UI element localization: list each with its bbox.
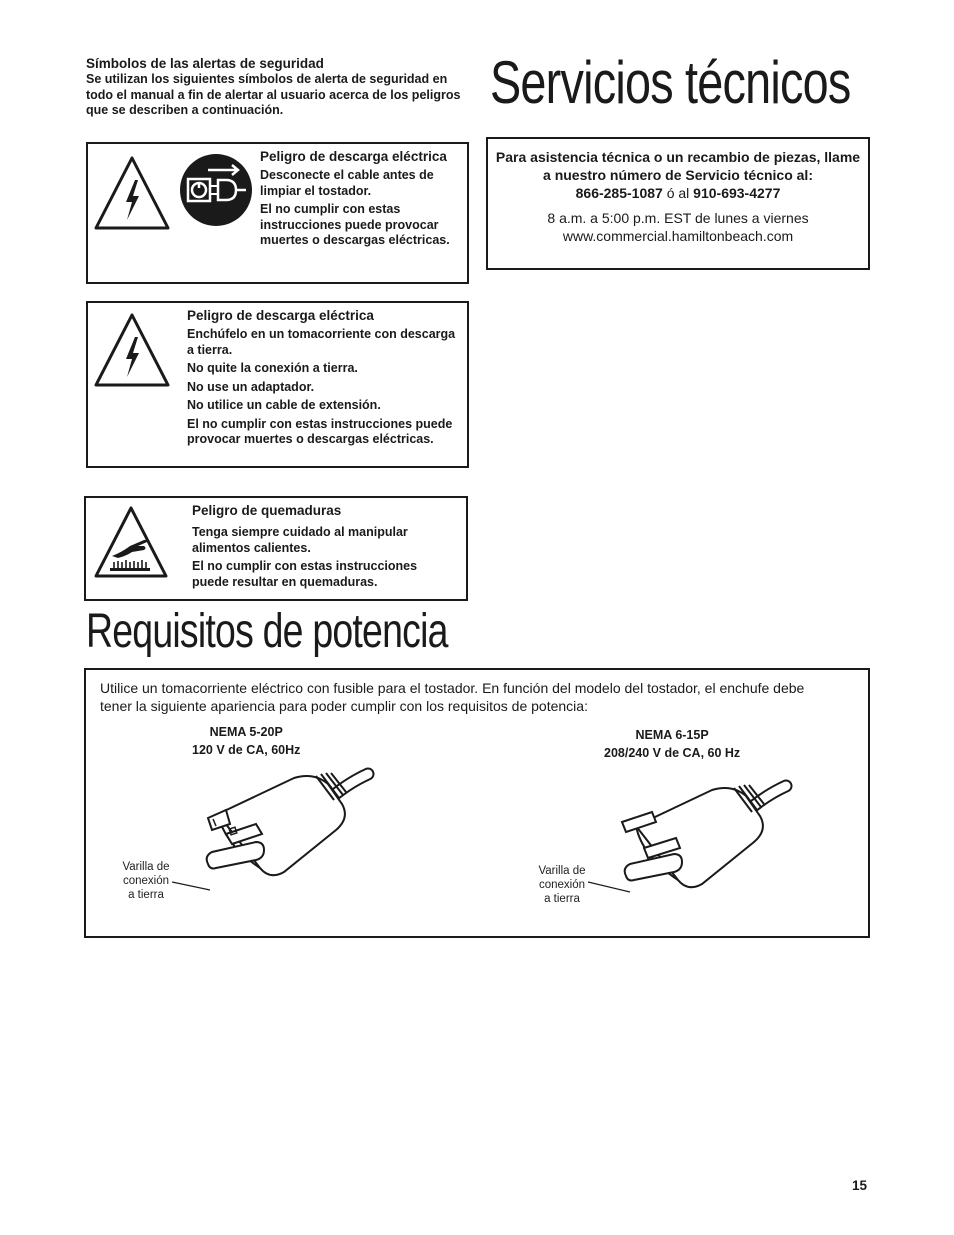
warning-box-burn bbox=[84, 496, 468, 601]
ground-label-line: a tierra bbox=[544, 893, 580, 905]
warning-line: El no cumplir con estas instrucciones puede resultar en quemaduras. bbox=[192, 559, 418, 589]
warning-line: No quite la conexión a tierra. bbox=[187, 361, 358, 375]
safety-symbols-intro: Se utilizan los siguientes símbolos de alerta de seguridad en todo el manual a fin de alertar al usuario acerca de los peligros que se describen a continuación. bbox=[86, 72, 461, 117]
power-section-title: Requisitos de potencia bbox=[86, 605, 448, 658]
service-phone-primary: 866-285-1087 bbox=[575, 185, 663, 201]
service-phones bbox=[488, 184, 868, 202]
ground-pin-leader-line bbox=[172, 870, 212, 894]
ground-pin-label bbox=[114, 860, 178, 902]
electric-shock-triangle-icon bbox=[92, 311, 172, 389]
burn-hazard-triangle-icon bbox=[92, 504, 170, 580]
warning-line: Enchúfelo en un tomacorriente con descarga a tierra. bbox=[187, 327, 456, 357]
ground-label-line: conexión bbox=[122, 875, 170, 887]
plug-rating: 120 V de CA, 60Hz bbox=[192, 743, 301, 757]
service-instructions: Para asistencia técnica o un recambio de piezas, llame a nuestro número de Servicio técnico al: bbox=[495, 149, 861, 183]
warning-text bbox=[260, 149, 460, 249]
service-phone-secondary: 910-693-4277 bbox=[693, 185, 781, 201]
warning-line: Desconecte el cable antes de limpiar el tostador. bbox=[260, 168, 434, 198]
ground-pin-leader-line bbox=[588, 876, 632, 900]
warning-line: El no cumplir con estas instrucciones puede provocar muertes o descargas eléctricas. bbox=[260, 202, 450, 247]
warning-line: El no cumplir con estas instrucciones puede provocar muertes o descargas eléctricas. bbox=[187, 416, 453, 446]
plug-rating: 208/240 V de CA, 60 Hz bbox=[604, 746, 741, 760]
ground-pin-label bbox=[530, 864, 594, 906]
ground-label-line: a tierra bbox=[128, 889, 164, 901]
service-website: www.commercial.hamiltonbeach.com bbox=[562, 228, 794, 244]
plug-model: NEMA 6-15P bbox=[635, 728, 709, 742]
electric-shock-triangle-icon bbox=[92, 154, 172, 232]
plug-nema-6-15p-illustration bbox=[614, 776, 794, 916]
warning-text bbox=[192, 503, 457, 590]
warning-title: Peligro de descarga eléctrica bbox=[260, 149, 447, 164]
warning-title: Peligro de descarga eléctrica bbox=[187, 308, 374, 323]
warning-text bbox=[187, 308, 457, 448]
plug-nema-5-20p-illustration bbox=[196, 764, 376, 904]
plug-label-nema-5-20p bbox=[192, 723, 300, 759]
power-intro-text: Utilice un tomacorriente eléctrico con fusible para el tostador. En función del modelo del tostador, el enchufe debe tener la siguiente apariencia para poder cumplir con los requisitos de potencia: bbox=[100, 680, 805, 714]
plug-label-nema-6-15p bbox=[604, 726, 740, 762]
service-section-title: Servicios técnicos bbox=[490, 49, 851, 116]
safety-symbols-heading: Símbolos de las alertas de seguridad bbox=[86, 56, 324, 71]
warning-line: Tenga siempre cuidado al manipular alimentos calientes. bbox=[192, 525, 408, 555]
warning-line: No utilice un cable de extensión. bbox=[187, 398, 381, 412]
service-text bbox=[488, 148, 868, 245]
plug-model: NEMA 5-20P bbox=[209, 725, 283, 739]
warning-box-shock-ground bbox=[86, 301, 469, 468]
ground-label-line: conexión bbox=[538, 879, 586, 891]
service-hours: 8 a.m. a 5:00 p.m. EST de lunes a viernes bbox=[547, 210, 809, 226]
power-requirements-box bbox=[84, 668, 870, 938]
ground-label-line: Varilla de bbox=[538, 865, 586, 877]
phone-separator: ó al bbox=[662, 185, 694, 201]
warning-line: No use un adaptador. bbox=[187, 379, 315, 394]
service-info-box bbox=[486, 137, 870, 270]
warning-box-shock-unplug bbox=[86, 142, 469, 284]
unplug-icon bbox=[178, 152, 254, 228]
warning-title: Peligro de quemaduras bbox=[192, 503, 342, 518]
ground-label-line: Varilla de bbox=[122, 861, 170, 873]
page-number: 15 bbox=[852, 1178, 868, 1193]
